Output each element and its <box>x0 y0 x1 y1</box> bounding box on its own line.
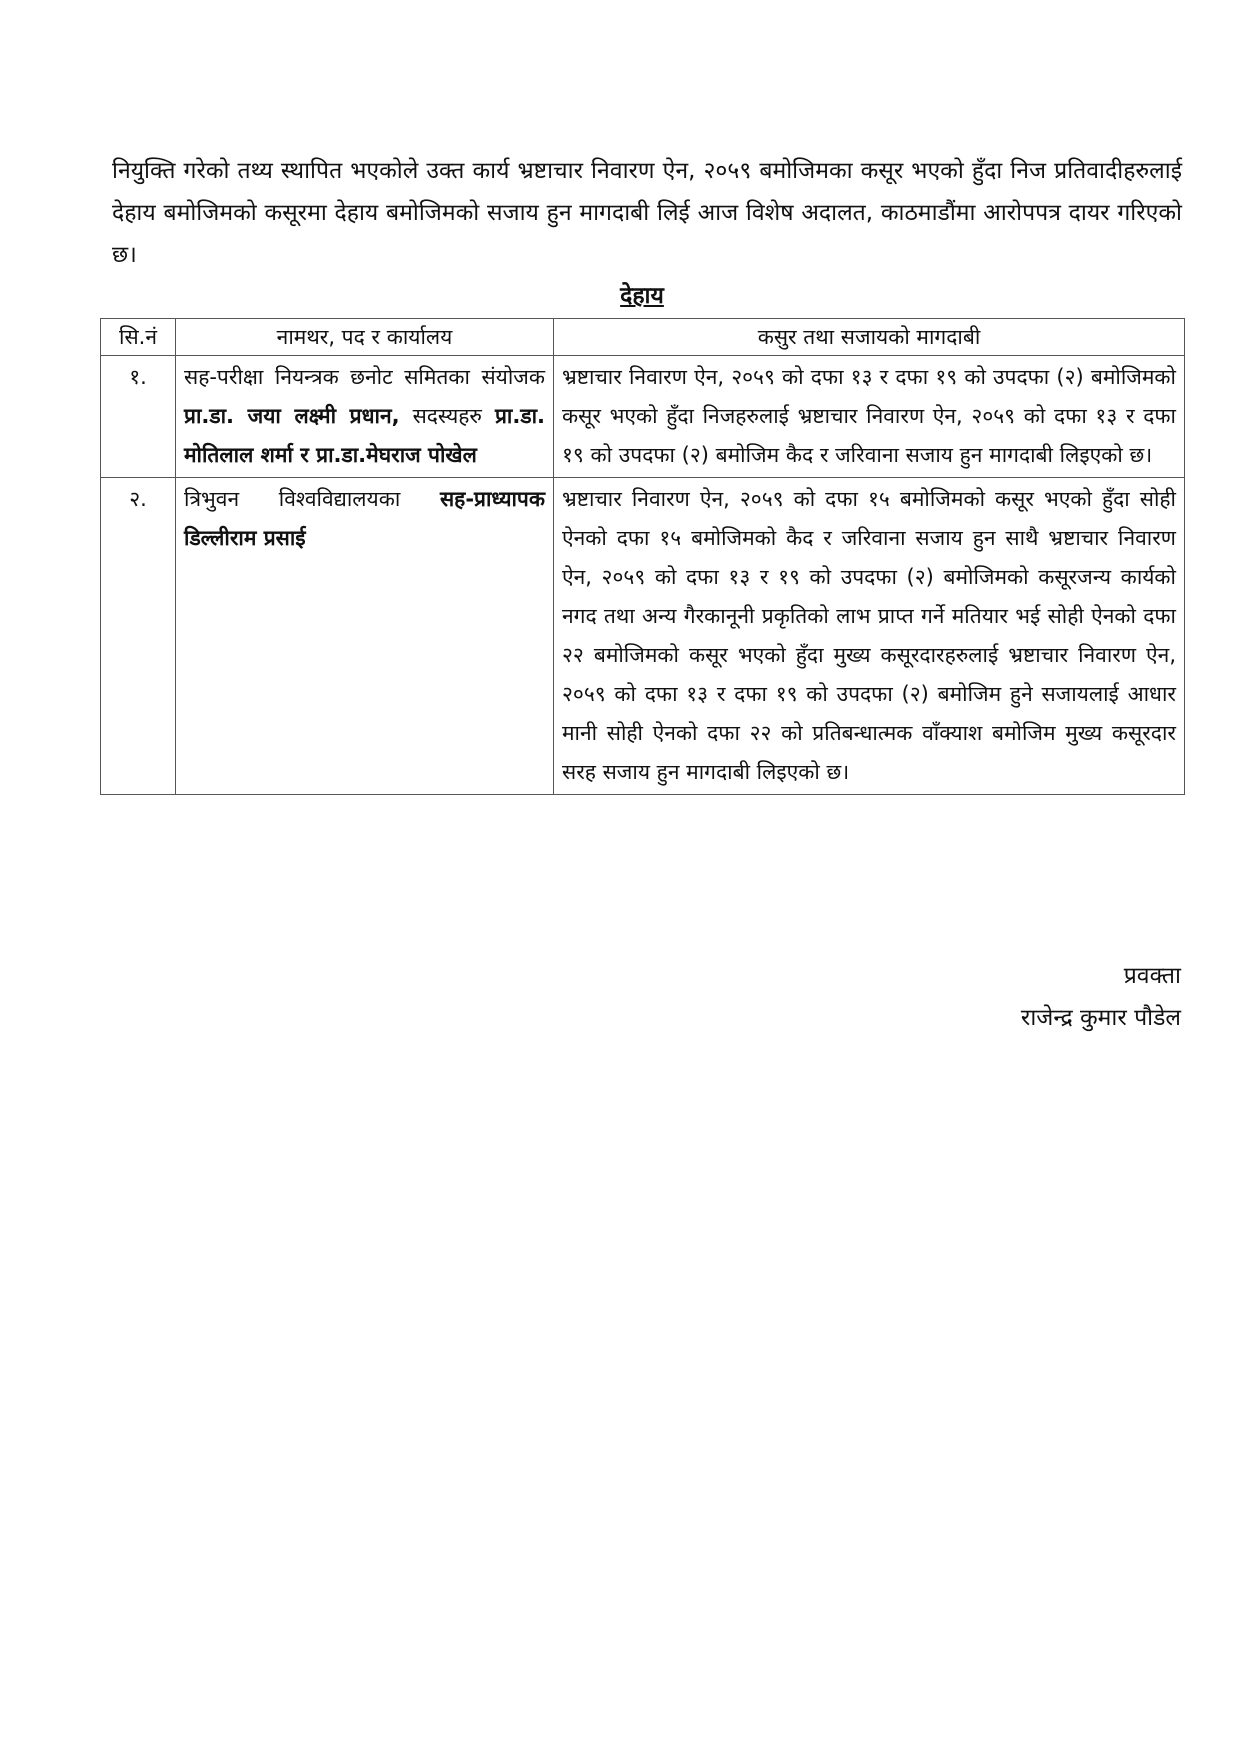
name-text-bold: प्रा.डा. जया लक्ष्मी प्रधान, <box>184 404 400 428</box>
charges-table <box>100 318 1185 795</box>
intro-paragraph: नियुक्ति गरेको तथ्य स्थापित भएकोले उक्त कार्य भ्रष्टाचार निवारण ऐन, २०५९ बमोजिमका कसूर भएको हुँदा निज प्रतिवादीहरुलाई देहाय बमोजिमको कसूरमा देहाय बमोजिमको सजाय हुन मागदाबी लिई आज विशेष अदालत, काठमाडौंमा आरोपपत्र दायर गरिएको छ। <box>112 158 1182 268</box>
row-name-position-office <box>176 478 554 795</box>
signature-title: प्रवक्ता <box>1123 963 1181 989</box>
header-serial-number: सि.नं <box>101 319 176 356</box>
header-charge-and-penalty: कसुर तथा सजायको मागदाबी <box>554 319 1185 356</box>
row-charge-text: भ्रष्टाचार निवारण ऐन, २०५९ को दफा १५ बमोजिमको कसूर भएको हुँदा सोही ऐनको दफा १५ बमोजिमको कैद र जरिवाना सजाय हुन साथै भ्रष्टाचार निवारण ऐन, २०५९ को दफा १३ र १९ को उपदफा (२) बमोजिमको कसूरजन्य कार्यको नगद तथा अन्य गैरकानूनी प्रकृतिको लाभ प्राप्त गर्ने मतियार भई सोही ऐनको दफा २२ बमोजिमको कसूर भएको हुँदा मुख्य कसूरदारहरुलाई भ्रष्टाचार निवारण ऐन, २०५९ को दफा १३ र दफा १९ को उपदफा (२) बमोजिम हुने सजायलाई आधार मानी सोही ऐनको दफा २२ को प्रतिबन्धात्मक वाँक्याश बमोजिम मुख्य कसूरदार सरह सजाय हुन मागदाबी लिइएको छ। <box>554 478 1185 795</box>
row-serial-number: १. <box>101 356 176 478</box>
table-header-row <box>101 319 1185 356</box>
row-charge-text: भ्रष्टाचार निवारण ऐन, २०५९ को दफा १३ र दफा १९ को उपदफा (२) बमोजिमको कसूर भएको हुँदा निजहरुलाई भ्रष्टाचार निवारण ऐन, २०५९ को दफा १३ र दफा १९ को उपदफा (२) बमोजिम कैद र जरिवाना सजाय हुन मागदाबी लिइएको छ। <box>554 356 1185 478</box>
name-text-bold: प्रा.डा. मोतिलाल शर्मा र प्रा.डा.मेघराज पोखेल <box>184 404 545 467</box>
name-text: सह-परीक्षा नियन्त्रक छनोट समितका संयोजक <box>184 365 545 389</box>
name-text-bold: सह-प्राध्यापक डिल्लीराम प्रसाई <box>184 487 545 550</box>
name-text: त्रिभुवन विश्वविद्यालयका <box>184 487 440 511</box>
signature-name: राजेन्द्र कुमार पौडेल <box>1020 1005 1181 1031</box>
row-name-position-office <box>176 356 554 478</box>
signature-block <box>1021 955 1181 1039</box>
table-heading: देहाय <box>620 283 664 309</box>
name-text: सदस्यहरु <box>399 404 495 428</box>
table-row <box>101 356 1185 478</box>
table-row <box>101 478 1185 795</box>
row-serial-number: २. <box>101 478 176 795</box>
header-name-position-office: नामथर, पद र कार्यालय <box>176 319 554 356</box>
